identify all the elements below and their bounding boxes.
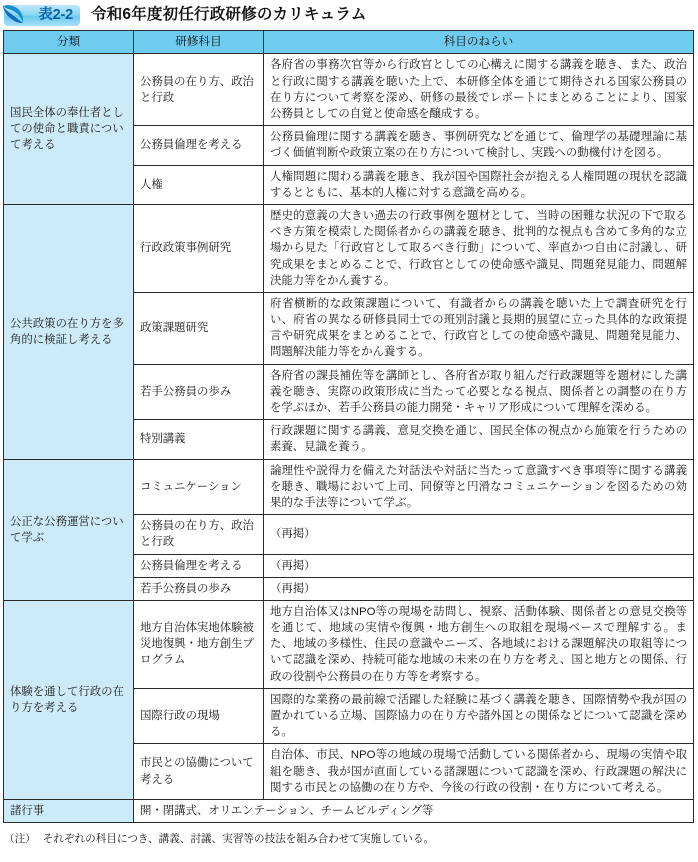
aim-cell: 地方自治体又はNPO等の現場を訪問し、視察、活動体験、関係者との意見交換等を通じて、地域の実情や復興・地方創生への取組を現場ベースで理解する。また、地域の多様性、住民の意識やニーズ、各地域における課題解決の取組等について認識を深め、持続可能な地域の未来の在り方を考え、国と地方との関係、行政の役割や公務員の在り方等を考察する。 [264, 600, 694, 688]
aim-cell: 自治体、市民、NPO等の地域の現場で活動している関係者から、現場の実情や取組を聴き、我が国が直面している諸課題について認識を深め、行政課題の解決に関する市民との協働の在り方や、今後の行政の役割・在り方について考える。 [264, 744, 694, 800]
category-cell: 公共政策の在り方を多角的に検証し考える [4, 204, 134, 459]
events-label-cell: 諸行事 [4, 799, 134, 822]
aim-cell: 論理性や説得力を備えた対話法や対話に当たって意識すべき事項等に関する講義を聴き、職場において上司、同僚等と円滑なコミュニケーションを図るための効果的な手法等について学ぶ。 [264, 459, 694, 515]
table-header-row [4, 31, 694, 54]
subject-cell: 行政政策事例研究 [134, 204, 264, 292]
subject-cell: コミュニケーション [134, 459, 264, 515]
events-body-cell: 開・閉講式、オリエンテーション、チームビルディング等 [134, 799, 694, 822]
table-row [4, 459, 694, 515]
subject-cell: 人権 [134, 165, 264, 204]
curriculum-table [3, 30, 694, 823]
table-row [4, 600, 694, 688]
swoosh-icon [1, 3, 31, 28]
subject-cell: 市民との協働について考える [134, 744, 264, 800]
aim-cell: （再掲） [264, 515, 694, 554]
aim-cell: 歴史的意義の大きい過去の行政事例を題材として、当時の困難な状況の下で取るべき方策を模索した関係者からの講義を聴き、批判的な視点も含めて多角的な立場から見た「行政官として取るべき行動」について、率直かつ自由に討議し、研究成果をまとめることで、行政官としての使命感や識見、問題発見能力、問題解決能力等をかん養する。 [264, 204, 694, 292]
table-body [4, 54, 694, 823]
category-cell: 体験を通して行政の在り方を考える [4, 600, 134, 799]
subject-cell: 国際行政の現場 [134, 688, 264, 744]
footnote-text: それぞれの科目につき、講義、討議、実習等の技法を組み合わせて実施している。 [42, 833, 435, 846]
aim-cell: （再掲） [264, 554, 694, 577]
subject-cell: 政策課題研究 [134, 292, 264, 364]
column-header-subject: 研修科目 [134, 31, 264, 54]
aim-cell: 各府省の事務次官等から行政官としての心構えに関する講義を聴き、また、政治と行政に関する講義を聴いた上で、本研修全体を通じて期待される国家公務員の在り方について考察を深め、研修の最後でレポートにまとめることにより、国家公務員としての自覚と使命感を醸成する。 [264, 54, 694, 126]
category-cell: 公正な公務運営について学ぶ [4, 459, 134, 600]
table-row [4, 204, 694, 292]
figure-title-row [0, 0, 698, 30]
column-header-category: 分類 [4, 31, 134, 54]
table-number-label: 表2-2 [38, 6, 73, 23]
table-number-badge [4, 5, 80, 26]
aim-cell: 人権問題に関わる講義を聴き、我が国や国際社会が抱える人権問題の現状を認識するとともに、基本的人権に対する意識を高める。 [264, 165, 694, 204]
subject-cell: 公務員の在り方、政治と行政 [134, 515, 264, 554]
page-title: 令和6年度初任行政研修のカリキュラム [91, 6, 367, 24]
table-row-events [4, 799, 694, 822]
category-cell: 国民全体の奉仕者としての使命と職責について考える [4, 54, 134, 205]
aim-cell: 各府省の課長補佐等を講師とし、各府省が取り組んだ行政課題等を題材にした講義を聴き、実際の政策形成に当たって必要となる視点、関係者との調整の在り方を学ぶほか、若手公務員の能力開発・キャリア形成について理解を深める。 [264, 364, 694, 420]
subject-cell: 若手公務員の歩み [134, 364, 264, 420]
column-header-aim: 科目のねらい [264, 31, 694, 54]
aim-cell: （再掲） [264, 577, 694, 600]
subject-cell: 公務員の在り方、政治と行政 [134, 54, 264, 126]
footnote-marker: （注） [4, 833, 36, 846]
table-row [4, 54, 694, 126]
aim-cell: 府省横断的な政策課題について、有識者からの講義を聴いた上で調査研究を行い、府省の異なる研修員同士での班別討議と長期的展望に立った具体的な政策提言や研究成果をまとめることで、行政官としての使命感や識見、問題発見能力、問題解決能力等をかん養する。 [264, 292, 694, 364]
aim-cell: 国際的な業務の最前線で活躍した経験に基づく講義を聴き、国際情勢や我が国の置かれている立場、国際協力の在り方や諸外国との関係などについて認識を深める。 [264, 688, 694, 744]
footnote [4, 832, 698, 847]
aim-cell: 行政課題に関する講義、意見交換を通じ、国民全体の視点から施策を行うための素養、見識を養う。 [264, 420, 694, 459]
aim-cell: 公務員倫理に関する講義を聴き、事例研究などを通じて、倫理学の基礎理論に基づく価値判断や政策立案の在り方について検討し、実践への動機付けを図る。 [264, 126, 694, 165]
subject-cell: 公務員倫理を考える [134, 554, 264, 577]
subject-cell: 特別講義 [134, 420, 264, 459]
subject-cell: 若手公務員の歩み [134, 577, 264, 600]
subject-cell: 地方自治体実地体験被災地復興・地方創生プログラム [134, 600, 264, 688]
subject-cell: 公務員倫理を考える [134, 126, 264, 165]
